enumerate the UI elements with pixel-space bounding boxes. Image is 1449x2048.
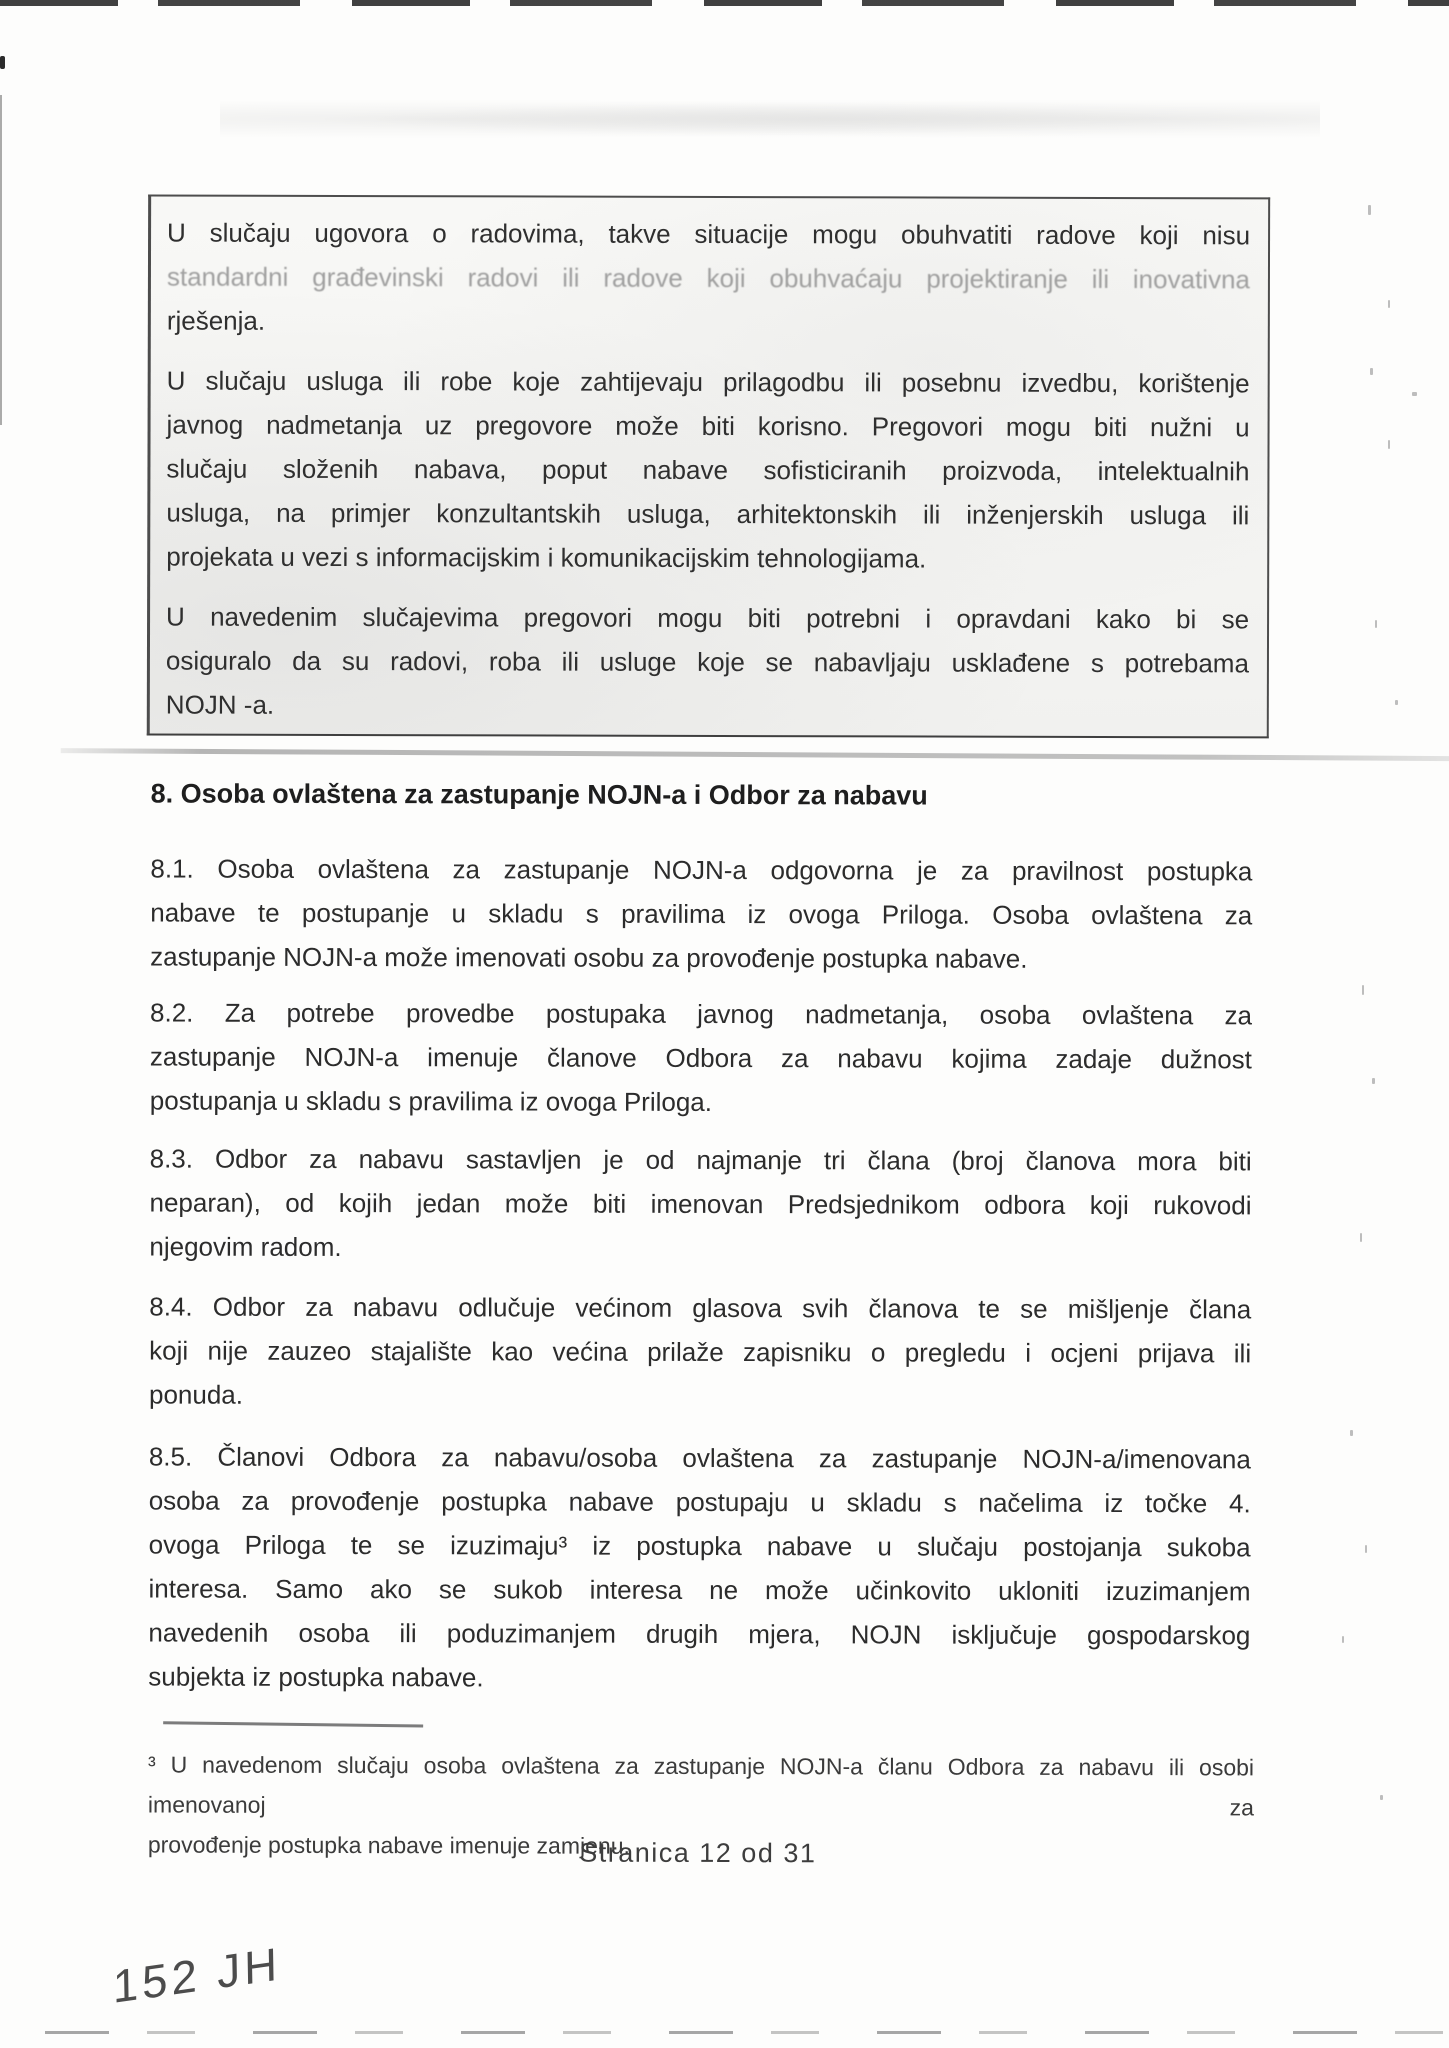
scan-speck xyxy=(1412,392,1417,396)
page-number: Stranica 12 od 31 xyxy=(579,1837,817,1869)
scan-speck xyxy=(1368,205,1371,215)
text-line-faded: standardni građevinski radovi ili radove koji obuhvaćaju projektiranje ili inovativna xyxy=(166,261,1250,295)
text-line: U slučaju ugovora o radovima, takve situacije mogu obuhvatiti radove koji nisu xyxy=(167,217,1251,251)
text-line: 8.1. Osoba ovlaštena za zastupanje NOJN-a odgovorna je za pravilnost postupka xyxy=(150,853,1253,887)
text-line: nabave te postupanje u skladu s pravilima iz ovoga Priloga. Osoba ovlaštena za xyxy=(150,897,1253,931)
callout-paragraph-1 xyxy=(167,211,1250,346)
callout-paragraph-3 xyxy=(166,595,1249,730)
text-line: U slučaju usluga ili robe koje zahtijevaju prilagodbu ili posebnu izvedbu, korištenje xyxy=(166,365,1250,399)
clause-8-3 xyxy=(149,1136,1251,1271)
text-line: projekata u vezi s informacijskim i komunikacijskim tehnologijama. xyxy=(166,541,927,574)
text-line: postupanja u skladu s pravilima iz ovoga Priloga. xyxy=(149,1085,713,1117)
clause-8-2 xyxy=(150,990,1252,1125)
handwritten-annotation: 152 JH xyxy=(112,1936,282,2014)
clause-8-1 xyxy=(150,846,1252,981)
clause-8-4 xyxy=(149,1284,1251,1419)
text-line: 8.2. Za potrebe provedbe postupaka javnog nadmetanja, osoba ovlaštena za xyxy=(149,997,1253,1031)
callout-box xyxy=(147,194,1270,738)
scan-bottom-edge-artifact xyxy=(45,2031,1449,2034)
scan-speck xyxy=(1375,620,1377,628)
text-line: koji nije zauzeo stajalište kao većina prilaže zapisniku o pregledu i ocjeni prijava ili xyxy=(149,1335,1252,1369)
scan-speck xyxy=(1370,368,1373,375)
callout-paragraph-2 xyxy=(166,359,1250,582)
text-line: osiguralo da su radovi, roba ili usluge koje se nabavljaju usklađene s potrebama xyxy=(165,645,1249,679)
text-line: subjekta iz postupka nabave. xyxy=(148,1661,484,1693)
footnote-line: ³ U navedenom slučaju osoba ovlaštena za zastupanje NOJN-a članu Odbora za nabavu ili osobi imenovanoj za xyxy=(147,1751,1255,1821)
text-line: javnog nadmetanja uz pregovore može biti korisno. Pregovori mogu biti nužni u xyxy=(166,409,1250,443)
text-line: navedenih osoba ili poduzimanjem drugih mjera, NOJN isključuje gospodarskog xyxy=(148,1617,1251,1651)
text-line: 8.3. Odbor za nabavu sastavljen je od najmanje tri člana (broj članova mora biti xyxy=(149,1143,1252,1177)
scan-speck xyxy=(1388,300,1390,308)
scan-speck xyxy=(1380,1795,1383,1800)
text-line: njegovim radom. xyxy=(149,1231,342,1262)
text-line: slučaju složenih nabava, poput nabave sofisticiranih proizvoda, intelektualnih xyxy=(166,453,1250,487)
text-line: usluga, na primjer konzultantskih usluga, arhitektonskih ili inženjerskih usluga ili xyxy=(166,497,1250,531)
text-line: rješenja. xyxy=(166,305,266,336)
scan-speck xyxy=(1350,1430,1353,1436)
scan-speck xyxy=(1365,1545,1367,1553)
scan-speck xyxy=(1372,1078,1375,1084)
scan-speck xyxy=(1362,985,1364,995)
text-line: osoba za provođenje postupka nabave postupaju u skladu s načelima iz točke 4. xyxy=(148,1485,1251,1519)
text-line: 8.5. Članovi Odbora za nabavu/osoba ovlaštena za zastupanje NOJN-a/imenovana xyxy=(148,1441,1251,1475)
scan-speck xyxy=(1395,700,1398,705)
clause-8-5 xyxy=(148,1434,1251,1701)
scan-streak-artifact xyxy=(61,748,1449,761)
text-line: neparan), od kojih jedan može biti imenovan Predsjednikom odbora koji rukovodi xyxy=(149,1187,1252,1221)
text-line: interesa. Samo ako se sukob interesa ne može učinkovito ukloniti izuzimanjem xyxy=(148,1573,1251,1607)
scan-speck xyxy=(1342,1636,1344,1643)
text-line: ovoga Priloga te se izuzimaju³ iz postupka nabave u slučaju postojanja sukoba xyxy=(148,1529,1251,1563)
scan-speck xyxy=(1360,1233,1362,1242)
text-line: zastupanje NOJN-a imenuje članove Odbora za nabavu kojima zadaje dužnost xyxy=(149,1041,1252,1075)
text-line: ponuda. xyxy=(148,1379,244,1410)
text-line: NOJN -a. xyxy=(165,689,275,720)
section-heading: 8. Osoba ovlaštena za zastupanje NOJN-a i Odbor za nabavu xyxy=(150,778,928,811)
text-line: 8.4. Odbor za nabavu odlučuje većinom glasova svih članova te se mišljenje člana xyxy=(149,1291,1252,1325)
scan-speck xyxy=(1388,440,1390,449)
text-line: zastupanje NOJN-a može imenovati osobu za provođenje postupka nabave. xyxy=(150,941,1028,974)
footnote-line: provođenje postupka nabave imenuje zamjenu. xyxy=(147,1831,630,1859)
text-line: U navedenim slučajevima pregovori mogu biti potrebni i opravdani kako bi se xyxy=(166,601,1250,635)
footnote-separator xyxy=(163,1721,423,1727)
